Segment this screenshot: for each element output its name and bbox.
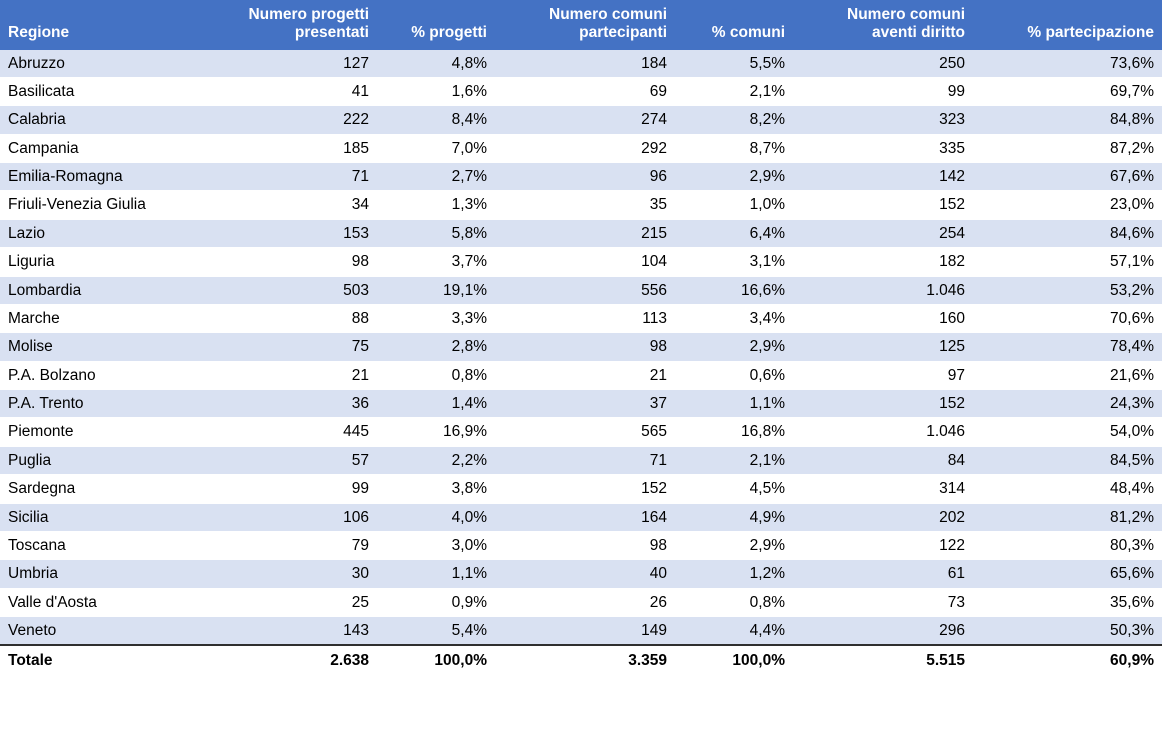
- row-percentuale-comuni: 8,2%: [675, 106, 793, 134]
- row-percentuale-progetti: 3,8%: [377, 475, 495, 503]
- row-numero-comuni: 71: [495, 446, 675, 474]
- row-comuni-aventi-diritto: 125: [793, 333, 973, 361]
- row-numero-comuni: 215: [495, 219, 675, 247]
- table-row: [0, 446, 1162, 474]
- row-percentuale-progetti: 3,0%: [377, 531, 495, 559]
- row-numero-progetti: 98: [205, 248, 377, 276]
- row-comuni-aventi-diritto: 1.046: [793, 418, 973, 446]
- column-header-regione: Regione: [0, 0, 205, 50]
- row-percentuale-partecipazione: 21,6%: [973, 361, 1162, 389]
- row-percentuale-partecipazione: 67,6%: [973, 163, 1162, 191]
- row-regione: Piemonte: [0, 418, 205, 446]
- table-row: [0, 361, 1162, 389]
- row-percentuale-comuni: 4,5%: [675, 475, 793, 503]
- row-percentuale-comuni: 16,8%: [675, 418, 793, 446]
- row-percentuale-comuni: 1,2%: [675, 560, 793, 588]
- total-percentuale-comuni: 100,0%: [675, 645, 793, 675]
- row-percentuale-partecipazione: 80,3%: [973, 531, 1162, 559]
- row-percentuale-comuni: 1,1%: [675, 390, 793, 418]
- table-row: [0, 560, 1162, 588]
- row-percentuale-comuni: 2,9%: [675, 333, 793, 361]
- row-percentuale-partecipazione: 69,7%: [973, 77, 1162, 105]
- row-percentuale-progetti: 16,9%: [377, 418, 495, 446]
- row-regione: P.A. Bolzano: [0, 361, 205, 389]
- row-numero-progetti: 21: [205, 361, 377, 389]
- table-body: [0, 50, 1162, 646]
- table-row: [0, 390, 1162, 418]
- row-percentuale-comuni: 0,8%: [675, 588, 793, 616]
- row-regione: Puglia: [0, 446, 205, 474]
- row-percentuale-partecipazione: 35,6%: [973, 588, 1162, 616]
- row-regione: Calabria: [0, 106, 205, 134]
- row-numero-comuni: 184: [495, 50, 675, 78]
- total-comuni-aventi-diritto: 5.515: [793, 645, 973, 675]
- table-row: [0, 50, 1162, 78]
- row-regione: Toscana: [0, 531, 205, 559]
- row-numero-comuni: 556: [495, 276, 675, 304]
- table-footer: [0, 645, 1162, 675]
- row-percentuale-partecipazione: 84,5%: [973, 446, 1162, 474]
- row-numero-comuni: 98: [495, 531, 675, 559]
- row-percentuale-comuni: 16,6%: [675, 276, 793, 304]
- row-numero-comuni: 164: [495, 503, 675, 531]
- row-numero-progetti: 25: [205, 588, 377, 616]
- row-regione: Valle d'Aosta: [0, 588, 205, 616]
- row-regione: Sicilia: [0, 503, 205, 531]
- row-comuni-aventi-diritto: 323: [793, 106, 973, 134]
- row-numero-progetti: 185: [205, 134, 377, 162]
- row-percentuale-partecipazione: 81,2%: [973, 503, 1162, 531]
- row-percentuale-progetti: 5,8%: [377, 219, 495, 247]
- row-regione: Veneto: [0, 617, 205, 646]
- row-percentuale-comuni: 4,4%: [675, 617, 793, 646]
- row-regione: Friuli-Venezia Giulia: [0, 191, 205, 219]
- row-percentuale-partecipazione: 54,0%: [973, 418, 1162, 446]
- row-numero-comuni: 565: [495, 418, 675, 446]
- row-percentuale-partecipazione: 87,2%: [973, 134, 1162, 162]
- column-header-percentuale-progetti: % progetti: [377, 0, 495, 50]
- table-row: [0, 531, 1162, 559]
- row-comuni-aventi-diritto: 202: [793, 503, 973, 531]
- row-percentuale-partecipazione: 65,6%: [973, 560, 1162, 588]
- row-percentuale-comuni: 3,4%: [675, 304, 793, 332]
- row-numero-comuni: 21: [495, 361, 675, 389]
- row-numero-comuni: 69: [495, 77, 675, 105]
- row-numero-comuni: 40: [495, 560, 675, 588]
- row-regione: Emilia-Romagna: [0, 163, 205, 191]
- row-comuni-aventi-diritto: 99: [793, 77, 973, 105]
- table-row: [0, 276, 1162, 304]
- total-numero-progetti: 2.638: [205, 645, 377, 675]
- row-percentuale-comuni: 2,9%: [675, 163, 793, 191]
- total-numero-comuni: 3.359: [495, 645, 675, 675]
- row-percentuale-progetti: 0,8%: [377, 361, 495, 389]
- total-row: [0, 645, 1162, 675]
- row-numero-comuni: 98: [495, 333, 675, 361]
- column-header-percentuale-partecipazione: % partecipazione: [973, 0, 1162, 50]
- row-percentuale-partecipazione: 84,6%: [973, 219, 1162, 247]
- table-header: [0, 0, 1162, 50]
- row-numero-progetti: 503: [205, 276, 377, 304]
- row-numero-progetti: 127: [205, 50, 377, 78]
- table-row: [0, 617, 1162, 646]
- row-regione: Lazio: [0, 219, 205, 247]
- row-numero-progetti: 445: [205, 418, 377, 446]
- table-row: [0, 191, 1162, 219]
- row-numero-progetti: 88: [205, 304, 377, 332]
- row-percentuale-progetti: 4,0%: [377, 503, 495, 531]
- row-numero-progetti: 30: [205, 560, 377, 588]
- row-numero-progetti: 71: [205, 163, 377, 191]
- row-comuni-aventi-diritto: 73: [793, 588, 973, 616]
- table-row: [0, 219, 1162, 247]
- row-percentuale-progetti: 5,4%: [377, 617, 495, 646]
- row-percentuale-progetti: 0,9%: [377, 588, 495, 616]
- row-numero-progetti: 75: [205, 333, 377, 361]
- row-regione: Basilicata: [0, 77, 205, 105]
- row-numero-progetti: 36: [205, 390, 377, 418]
- row-percentuale-comuni: 5,5%: [675, 50, 793, 78]
- table-header-row: [0, 0, 1162, 50]
- row-percentuale-partecipazione: 57,1%: [973, 248, 1162, 276]
- row-comuni-aventi-diritto: 254: [793, 219, 973, 247]
- total-percentuale-progetti: 100,0%: [377, 645, 495, 675]
- total-percentuale-partecipazione: 60,9%: [973, 645, 1162, 675]
- table-row: [0, 418, 1162, 446]
- row-comuni-aventi-diritto: 61: [793, 560, 973, 588]
- row-percentuale-partecipazione: 73,6%: [973, 50, 1162, 78]
- row-percentuale-comuni: 4,9%: [675, 503, 793, 531]
- column-header-numero-comuni-partecipanti: Numero comuni partecipanti: [495, 0, 675, 50]
- row-percentuale-comuni: 2,1%: [675, 77, 793, 105]
- row-numero-comuni: 96: [495, 163, 675, 191]
- row-numero-progetti: 41: [205, 77, 377, 105]
- row-numero-comuni: 37: [495, 390, 675, 418]
- row-percentuale-partecipazione: 48,4%: [973, 475, 1162, 503]
- row-regione: Liguria: [0, 248, 205, 276]
- row-regione: Marche: [0, 304, 205, 332]
- row-percentuale-progetti: 8,4%: [377, 106, 495, 134]
- row-percentuale-partecipazione: 78,4%: [973, 333, 1162, 361]
- row-percentuale-comuni: 2,9%: [675, 531, 793, 559]
- row-percentuale-progetti: 1,6%: [377, 77, 495, 105]
- row-comuni-aventi-diritto: 182: [793, 248, 973, 276]
- row-percentuale-partecipazione: 23,0%: [973, 191, 1162, 219]
- row-numero-comuni: 113: [495, 304, 675, 332]
- row-comuni-aventi-diritto: 142: [793, 163, 973, 191]
- row-numero-comuni: 292: [495, 134, 675, 162]
- row-numero-comuni: 104: [495, 248, 675, 276]
- row-percentuale-comuni: 2,1%: [675, 446, 793, 474]
- table-row: [0, 588, 1162, 616]
- row-percentuale-progetti: 3,7%: [377, 248, 495, 276]
- row-regione: P.A. Trento: [0, 390, 205, 418]
- row-numero-progetti: 143: [205, 617, 377, 646]
- column-header-numero-progetti-presentati: Numero progetti presentati: [205, 0, 377, 50]
- row-regione: Abruzzo: [0, 50, 205, 78]
- row-percentuale-progetti: 2,2%: [377, 446, 495, 474]
- row-percentuale-progetti: 1,1%: [377, 560, 495, 588]
- table-row: [0, 304, 1162, 332]
- row-comuni-aventi-diritto: 122: [793, 531, 973, 559]
- row-numero-progetti: 153: [205, 219, 377, 247]
- row-numero-progetti: 34: [205, 191, 377, 219]
- row-numero-comuni: 274: [495, 106, 675, 134]
- row-regione: Lombardia: [0, 276, 205, 304]
- row-percentuale-comuni: 8,7%: [675, 134, 793, 162]
- table-row: [0, 503, 1162, 531]
- table-row: [0, 333, 1162, 361]
- row-percentuale-progetti: 2,7%: [377, 163, 495, 191]
- column-header-numero-comuni-aventi-diritto: Numero comuni aventi diritto: [793, 0, 973, 50]
- row-regione: Campania: [0, 134, 205, 162]
- row-comuni-aventi-diritto: 152: [793, 390, 973, 418]
- table-row: [0, 163, 1162, 191]
- row-numero-progetti: 222: [205, 106, 377, 134]
- row-numero-progetti: 99: [205, 475, 377, 503]
- row-percentuale-progetti: 7,0%: [377, 134, 495, 162]
- column-header-percentuale-comuni: % comuni: [675, 0, 793, 50]
- row-numero-progetti: 57: [205, 446, 377, 474]
- row-numero-progetti: 79: [205, 531, 377, 559]
- row-numero-progetti: 106: [205, 503, 377, 531]
- row-numero-comuni: 149: [495, 617, 675, 646]
- row-percentuale-partecipazione: 24,3%: [973, 390, 1162, 418]
- row-percentuale-comuni: 1,0%: [675, 191, 793, 219]
- row-regione: Umbria: [0, 560, 205, 588]
- row-percentuale-progetti: 1,4%: [377, 390, 495, 418]
- row-percentuale-progetti: 19,1%: [377, 276, 495, 304]
- row-comuni-aventi-diritto: 250: [793, 50, 973, 78]
- row-percentuale-progetti: 3,3%: [377, 304, 495, 332]
- row-numero-comuni: 26: [495, 588, 675, 616]
- row-percentuale-comuni: 3,1%: [675, 248, 793, 276]
- row-numero-comuni: 35: [495, 191, 675, 219]
- total-label: Totale: [0, 645, 205, 675]
- row-percentuale-progetti: 2,8%: [377, 333, 495, 361]
- row-comuni-aventi-diritto: 335: [793, 134, 973, 162]
- row-comuni-aventi-diritto: 314: [793, 475, 973, 503]
- row-percentuale-partecipazione: 50,3%: [973, 617, 1162, 646]
- table-row: [0, 134, 1162, 162]
- table-row: [0, 106, 1162, 134]
- table-row: [0, 248, 1162, 276]
- row-percentuale-comuni: 6,4%: [675, 219, 793, 247]
- row-comuni-aventi-diritto: 296: [793, 617, 973, 646]
- row-comuni-aventi-diritto: 97: [793, 361, 973, 389]
- row-percentuale-comuni: 0,6%: [675, 361, 793, 389]
- row-comuni-aventi-diritto: 84: [793, 446, 973, 474]
- row-comuni-aventi-diritto: 1.046: [793, 276, 973, 304]
- row-regione: Molise: [0, 333, 205, 361]
- row-percentuale-partecipazione: 70,6%: [973, 304, 1162, 332]
- row-percentuale-progetti: 4,8%: [377, 50, 495, 78]
- row-regione: Sardegna: [0, 475, 205, 503]
- row-comuni-aventi-diritto: 160: [793, 304, 973, 332]
- row-percentuale-progetti: 1,3%: [377, 191, 495, 219]
- row-numero-comuni: 152: [495, 475, 675, 503]
- row-comuni-aventi-diritto: 152: [793, 191, 973, 219]
- table-row: [0, 475, 1162, 503]
- row-percentuale-partecipazione: 84,8%: [973, 106, 1162, 134]
- row-percentuale-partecipazione: 53,2%: [973, 276, 1162, 304]
- table-row: [0, 77, 1162, 105]
